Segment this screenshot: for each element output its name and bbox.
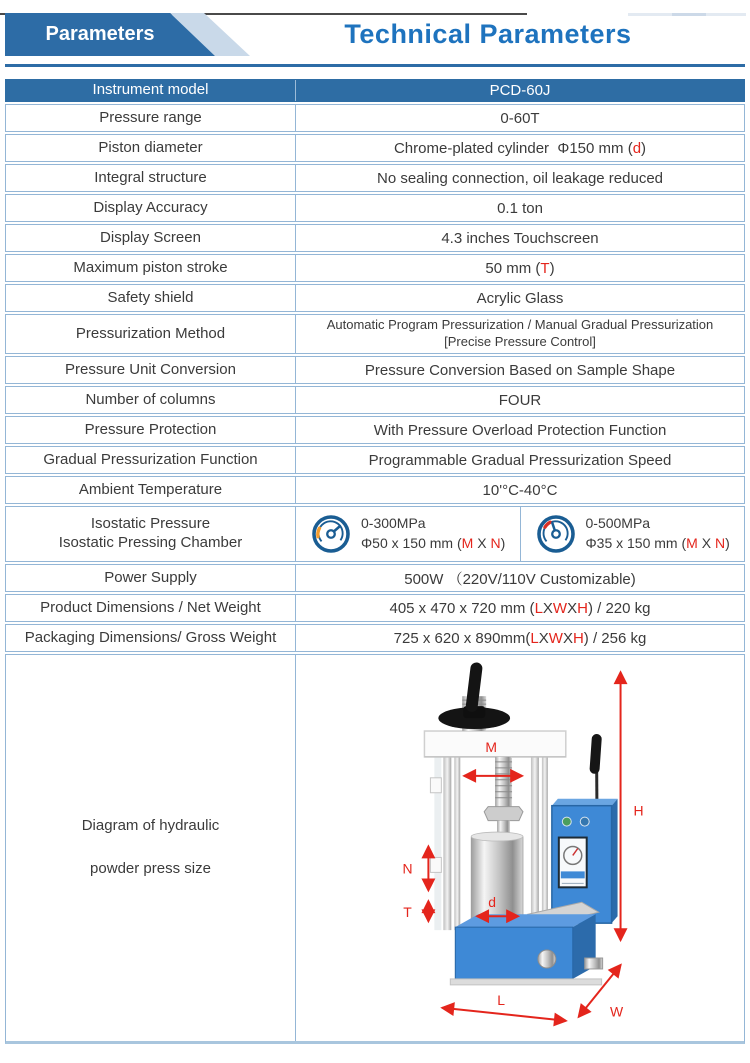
value-run: 0-60T xyxy=(500,109,540,127)
value-run: ) / 220 kg xyxy=(587,599,651,617)
value-run: 4.3 inches Touchscreen xyxy=(441,229,599,247)
gauge-size xyxy=(586,534,730,554)
value-run: H xyxy=(572,629,584,647)
param-label: Packaging Dimensions/ Gross Weight xyxy=(6,625,296,651)
value-run: Automatic Program Pressurization / Manual Gradual Pressurization xyxy=(326,317,714,333)
gauge-spec xyxy=(586,514,730,553)
value-run: ) xyxy=(725,535,730,551)
param-label: Ambient Temperature xyxy=(6,477,296,503)
table-row xyxy=(5,356,745,384)
value-run: 10'°C-40°C xyxy=(482,481,558,499)
table-row xyxy=(5,224,745,252)
value-run: W xyxy=(552,599,568,617)
param-value xyxy=(296,595,744,621)
param-value xyxy=(296,507,744,561)
table-row xyxy=(5,594,745,622)
param-label: Safety shield xyxy=(6,285,296,311)
dim-label-w: W xyxy=(609,1003,624,1020)
dim-label-n: N xyxy=(402,860,413,877)
diagram-caption-line: powder press size xyxy=(90,860,211,877)
param-value xyxy=(296,255,744,281)
param-label: Instrument model xyxy=(6,80,296,101)
table-row xyxy=(5,254,745,282)
table-row xyxy=(5,386,745,414)
value-run: Chrome-plated cylinder Φ150 mm ( xyxy=(393,139,633,157)
table-row xyxy=(5,194,745,222)
value-line xyxy=(444,334,596,351)
param-value xyxy=(296,285,744,311)
isostatic-option xyxy=(296,507,520,561)
dim-label-m: M xyxy=(485,738,497,755)
ribbon-label: Parameters xyxy=(45,23,155,45)
param-value xyxy=(296,565,744,591)
param-label xyxy=(6,655,296,1041)
gauge-range xyxy=(361,514,426,534)
table-row xyxy=(5,506,745,562)
value-run: ) xyxy=(500,535,506,551)
table-row xyxy=(5,79,745,102)
value-run: 50 mm ( xyxy=(485,259,541,277)
param-value xyxy=(296,387,744,413)
value-run: ) / 256 kg xyxy=(583,629,647,647)
header xyxy=(5,13,745,56)
gauge-orange-icon xyxy=(310,513,352,555)
page-title: Technical Parameters xyxy=(344,19,632,49)
param-value xyxy=(296,135,744,161)
parameters-ribbon xyxy=(5,13,255,56)
table-row xyxy=(5,624,745,652)
value-run: X xyxy=(562,629,573,647)
param-value xyxy=(296,357,744,383)
hydraulic-press-diagram xyxy=(296,656,744,1040)
param-value xyxy=(296,195,744,221)
top-edge-artifact-mid xyxy=(672,13,706,16)
param-label: Piston diameter xyxy=(6,135,296,161)
table-row xyxy=(5,416,745,444)
isostatic-option xyxy=(520,507,745,561)
value-run: PCD-60J xyxy=(489,82,551,99)
gauge-red-icon xyxy=(535,513,577,555)
value-run: N xyxy=(714,535,726,551)
value-run: 405 x 470 x 720 mm ( xyxy=(389,599,535,617)
value-run: 0-500MPa xyxy=(585,515,651,532)
param-label: Maximum piston stroke xyxy=(6,255,296,281)
table-row xyxy=(5,446,745,474)
value-run: X xyxy=(697,535,715,551)
value-run: No sealing connection, oil leakage reduced xyxy=(376,169,664,187)
value-run: Φ50 x 150 mm ( xyxy=(361,535,462,551)
table-row xyxy=(5,104,745,132)
value-run: T xyxy=(540,259,550,277)
param-label: Product Dimensions / Net Weight xyxy=(6,595,296,621)
param-value xyxy=(296,447,744,473)
value-run: With Pressure Overload Protection Function xyxy=(373,421,667,439)
param-label: Power Supply xyxy=(6,565,296,591)
value-run: FOUR xyxy=(498,391,542,409)
param-value xyxy=(296,105,744,131)
param-label: Integral structure xyxy=(6,165,296,191)
param-label-line: Isostatic Pressure xyxy=(90,515,211,533)
param-label-line: Isostatic Pressing Chamber xyxy=(58,534,243,551)
value-run: d xyxy=(632,139,642,157)
param-label: Display Accuracy xyxy=(6,195,296,221)
param-label: Pressurization Method xyxy=(6,315,296,353)
param-value xyxy=(296,477,744,503)
gauge-size xyxy=(361,534,505,554)
param-label: Pressure range xyxy=(6,105,296,131)
dim-label-h: H xyxy=(633,802,644,819)
table-row xyxy=(5,284,745,312)
param-value xyxy=(296,625,744,651)
value-run: ) xyxy=(549,259,555,277)
value-run: X xyxy=(473,535,491,551)
value-line xyxy=(327,317,714,334)
value-run: [Precise Pressure Control] xyxy=(444,334,596,349)
param-value xyxy=(296,655,744,1041)
diagram-caption-line: Diagram of hydraulic xyxy=(81,817,220,835)
value-run: X xyxy=(538,629,549,647)
header-divider xyxy=(5,64,745,67)
param-label: Pressure Protection xyxy=(6,417,296,443)
value-run: 0.1 ton xyxy=(497,199,543,217)
value-run: 725 x 620 x 890mm( xyxy=(393,629,531,647)
value-run: W xyxy=(548,629,563,647)
value-run: H xyxy=(577,599,588,617)
table-row xyxy=(5,164,745,192)
value-run: 500W （220V/110V Customizable) xyxy=(404,570,636,588)
table-row xyxy=(5,476,745,504)
value-run: Programmable Gradual Pressurization Speed xyxy=(368,451,672,469)
value-run: Φ35 x 150 mm ( xyxy=(585,535,687,551)
param-label xyxy=(6,507,296,561)
value-run: M xyxy=(686,535,698,551)
param-value xyxy=(296,165,744,191)
param-value xyxy=(296,417,744,443)
param-label: Display Screen xyxy=(6,225,296,251)
spec-table xyxy=(5,79,745,1044)
table-row xyxy=(5,654,745,1044)
value-run: Acrylic Glass xyxy=(476,289,564,307)
dim-arrow-l xyxy=(442,1008,565,1021)
table-row xyxy=(5,314,745,354)
value-run: L xyxy=(534,599,543,617)
dim-label-d: d xyxy=(488,894,496,911)
gauge-spec xyxy=(361,514,505,553)
param-label: Gradual Pressurization Function xyxy=(6,447,296,473)
param-label: Number of columns xyxy=(6,387,296,413)
param-value xyxy=(296,225,744,251)
param-value xyxy=(296,315,744,353)
value-run: Pressure Conversion Based on Sample Shape xyxy=(364,361,676,379)
value-run: M xyxy=(461,535,474,551)
dim-label-l: L xyxy=(497,991,505,1008)
value-run: ) xyxy=(641,139,647,157)
param-label: Pressure Unit Conversion xyxy=(6,357,296,383)
gauge-range xyxy=(586,514,651,534)
press-machine xyxy=(424,662,617,985)
param-value xyxy=(296,80,744,101)
table-row xyxy=(5,564,745,592)
value-run: 0-300MPa xyxy=(361,515,426,532)
value-run: L xyxy=(530,629,539,647)
value-run: X xyxy=(542,599,553,617)
value-run: X xyxy=(567,599,578,617)
dim-label-t: T xyxy=(403,904,412,921)
value-run: N xyxy=(490,535,501,551)
table-row xyxy=(5,134,745,162)
page xyxy=(0,13,750,1063)
